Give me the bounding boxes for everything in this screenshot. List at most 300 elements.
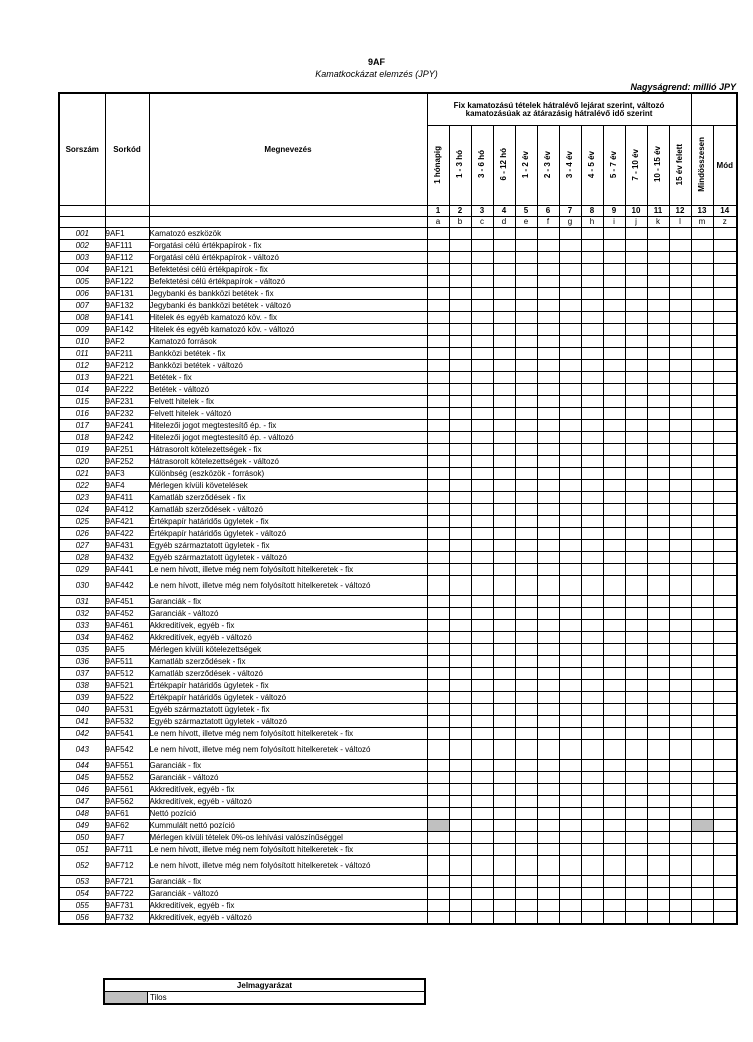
value-cell[interactable]: [669, 492, 691, 504]
value-cell[interactable]: [471, 784, 493, 796]
value-cell[interactable]: [581, 288, 603, 300]
value-cell[interactable]: [669, 384, 691, 396]
value-cell[interactable]: [471, 876, 493, 888]
value-cell[interactable]: [691, 692, 713, 704]
value-cell[interactable]: [559, 820, 581, 832]
value-cell[interactable]: [471, 856, 493, 876]
value-cell[interactable]: [493, 796, 515, 808]
value-cell[interactable]: [625, 336, 647, 348]
value-cell[interactable]: [581, 644, 603, 656]
value-cell[interactable]: [625, 608, 647, 620]
value-cell[interactable]: [603, 300, 625, 312]
value-cell[interactable]: [691, 912, 713, 925]
value-cell[interactable]: [669, 596, 691, 608]
value-cell[interactable]: [427, 808, 449, 820]
value-cell[interactable]: [603, 808, 625, 820]
value-cell[interactable]: [647, 408, 669, 420]
value-cell[interactable]: [691, 276, 713, 288]
value-cell[interactable]: [691, 264, 713, 276]
value-cell[interactable]: [713, 432, 737, 444]
value-cell[interactable]: [559, 312, 581, 324]
value-cell[interactable]: [427, 876, 449, 888]
value-cell[interactable]: [515, 456, 537, 468]
value-cell[interactable]: [603, 704, 625, 716]
value-cell[interactable]: [647, 336, 669, 348]
value-cell[interactable]: [691, 888, 713, 900]
value-cell[interactable]: [449, 644, 471, 656]
value-cell[interactable]: [449, 564, 471, 576]
value-cell[interactable]: [471, 264, 493, 276]
value-cell[interactable]: [713, 796, 737, 808]
value-cell[interactable]: [581, 760, 603, 772]
value-cell[interactable]: [515, 740, 537, 760]
value-cell[interactable]: [713, 288, 737, 300]
value-cell[interactable]: [471, 528, 493, 540]
value-cell[interactable]: [691, 680, 713, 692]
value-cell[interactable]: [559, 888, 581, 900]
value-cell[interactable]: [647, 372, 669, 384]
value-cell[interactable]: [603, 784, 625, 796]
value-cell[interactable]: [691, 596, 713, 608]
value-cell[interactable]: [647, 704, 669, 716]
value-cell[interactable]: [493, 432, 515, 444]
value-cell[interactable]: [625, 504, 647, 516]
value-cell[interactable]: [537, 300, 559, 312]
value-cell[interactable]: [427, 832, 449, 844]
value-cell[interactable]: [669, 552, 691, 564]
value-cell[interactable]: [625, 264, 647, 276]
value-cell[interactable]: [427, 856, 449, 876]
value-cell[interactable]: [449, 264, 471, 276]
value-cell[interactable]: [691, 300, 713, 312]
value-cell[interactable]: [471, 552, 493, 564]
value-cell[interactable]: [603, 228, 625, 240]
value-cell[interactable]: [713, 492, 737, 504]
value-cell[interactable]: [625, 276, 647, 288]
value-cell[interactable]: [471, 668, 493, 680]
value-cell[interactable]: [691, 312, 713, 324]
value-cell[interactable]: [559, 656, 581, 668]
value-cell[interactable]: [691, 772, 713, 784]
value-cell[interactable]: [713, 900, 737, 912]
value-cell[interactable]: [449, 300, 471, 312]
value-cell[interactable]: [449, 596, 471, 608]
value-cell[interactable]: [647, 844, 669, 856]
value-cell[interactable]: [559, 492, 581, 504]
value-cell[interactable]: [449, 740, 471, 760]
value-cell[interactable]: [669, 704, 691, 716]
value-cell[interactable]: [449, 312, 471, 324]
value-cell[interactable]: [691, 808, 713, 820]
value-cell[interactable]: [647, 620, 669, 632]
value-cell[interactable]: [603, 540, 625, 552]
value-cell[interactable]: [427, 528, 449, 540]
value-cell[interactable]: [493, 396, 515, 408]
value-cell[interactable]: [581, 480, 603, 492]
value-cell[interactable]: [625, 300, 647, 312]
value-cell[interactable]: [581, 252, 603, 264]
value-cell[interactable]: [669, 408, 691, 420]
value-cell[interactable]: [647, 300, 669, 312]
value-cell[interactable]: [625, 576, 647, 596]
value-cell[interactable]: [647, 276, 669, 288]
value-cell[interactable]: [691, 540, 713, 552]
value-cell[interactable]: [515, 760, 537, 772]
value-cell[interactable]: [581, 888, 603, 900]
value-cell[interactable]: [669, 900, 691, 912]
value-cell[interactable]: [493, 760, 515, 772]
value-cell[interactable]: [515, 384, 537, 396]
value-cell[interactable]: [427, 432, 449, 444]
value-cell[interactable]: [427, 264, 449, 276]
value-cell[interactable]: [537, 432, 559, 444]
value-cell[interactable]: [559, 772, 581, 784]
value-cell[interactable]: [493, 784, 515, 796]
value-cell[interactable]: [669, 888, 691, 900]
value-cell[interactable]: [559, 620, 581, 632]
value-cell[interactable]: [669, 300, 691, 312]
value-cell[interactable]: [515, 832, 537, 844]
value-cell[interactable]: [559, 420, 581, 432]
value-cell[interactable]: [515, 264, 537, 276]
value-cell[interactable]: [713, 480, 737, 492]
value-cell[interactable]: [471, 704, 493, 716]
value-cell[interactable]: [537, 456, 559, 468]
value-cell[interactable]: [669, 564, 691, 576]
value-cell[interactable]: [647, 420, 669, 432]
value-cell[interactable]: [581, 468, 603, 480]
value-cell[interactable]: [471, 900, 493, 912]
value-cell[interactable]: [581, 772, 603, 784]
value-cell[interactable]: [713, 516, 737, 528]
value-cell[interactable]: [559, 876, 581, 888]
value-cell[interactable]: [625, 596, 647, 608]
value-cell[interactable]: [471, 468, 493, 480]
value-cell[interactable]: [603, 796, 625, 808]
value-cell[interactable]: [515, 288, 537, 300]
value-cell[interactable]: [493, 740, 515, 760]
value-cell[interactable]: [515, 888, 537, 900]
value-cell[interactable]: [537, 856, 559, 876]
value-cell[interactable]: [493, 516, 515, 528]
value-cell[interactable]: [581, 784, 603, 796]
value-cell[interactable]: [515, 716, 537, 728]
value-cell[interactable]: [669, 632, 691, 644]
value-cell[interactable]: [493, 288, 515, 300]
value-cell[interactable]: [427, 716, 449, 728]
value-cell[interactable]: [625, 492, 647, 504]
value-cell[interactable]: [493, 680, 515, 692]
value-cell[interactable]: [603, 396, 625, 408]
value-cell[interactable]: [449, 632, 471, 644]
value-cell[interactable]: [493, 360, 515, 372]
value-cell[interactable]: [647, 312, 669, 324]
value-cell[interactable]: [669, 276, 691, 288]
value-cell[interactable]: [669, 480, 691, 492]
value-cell[interactable]: [537, 668, 559, 680]
value-cell[interactable]: [625, 632, 647, 644]
value-cell[interactable]: [691, 432, 713, 444]
value-cell[interactable]: [427, 760, 449, 772]
value-cell[interactable]: [449, 336, 471, 348]
value-cell[interactable]: [427, 468, 449, 480]
value-cell[interactable]: [471, 360, 493, 372]
value-cell[interactable]: [625, 312, 647, 324]
value-cell[interactable]: [581, 564, 603, 576]
value-cell[interactable]: [625, 760, 647, 772]
value-cell[interactable]: [691, 468, 713, 480]
value-cell[interactable]: [493, 252, 515, 264]
value-cell[interactable]: [669, 692, 691, 704]
value-cell[interactable]: [449, 528, 471, 540]
value-cell[interactable]: [691, 760, 713, 772]
value-cell[interactable]: [493, 656, 515, 668]
value-cell[interactable]: [515, 900, 537, 912]
value-cell[interactable]: [581, 912, 603, 925]
value-cell[interactable]: [669, 432, 691, 444]
value-cell[interactable]: [471, 480, 493, 492]
value-cell[interactable]: [581, 528, 603, 540]
value-cell[interactable]: [647, 832, 669, 844]
value-cell[interactable]: [691, 728, 713, 740]
value-cell[interactable]: [625, 728, 647, 740]
value-cell[interactable]: [427, 396, 449, 408]
value-cell[interactable]: [603, 740, 625, 760]
value-cell[interactable]: [427, 420, 449, 432]
value-cell[interactable]: [603, 680, 625, 692]
value-cell[interactable]: [603, 576, 625, 596]
value-cell[interactable]: [713, 844, 737, 856]
value-cell[interactable]: [713, 692, 737, 704]
value-cell[interactable]: [647, 324, 669, 336]
value-cell[interactable]: [603, 844, 625, 856]
value-cell[interactable]: [427, 456, 449, 468]
value-cell[interactable]: [713, 784, 737, 796]
value-cell[interactable]: [537, 888, 559, 900]
value-cell[interactable]: [559, 444, 581, 456]
value-cell[interactable]: [647, 468, 669, 480]
value-cell[interactable]: [559, 728, 581, 740]
value-cell[interactable]: [559, 468, 581, 480]
value-cell[interactable]: [625, 396, 647, 408]
value-cell[interactable]: [691, 820, 713, 832]
value-cell[interactable]: [471, 504, 493, 516]
value-cell[interactable]: [647, 820, 669, 832]
value-cell[interactable]: [691, 444, 713, 456]
value-cell[interactable]: [559, 844, 581, 856]
value-cell[interactable]: [537, 372, 559, 384]
value-cell[interactable]: [537, 540, 559, 552]
value-cell[interactable]: [691, 252, 713, 264]
value-cell[interactable]: [559, 360, 581, 372]
value-cell[interactable]: [603, 444, 625, 456]
value-cell[interactable]: [493, 528, 515, 540]
value-cell[interactable]: [691, 420, 713, 432]
value-cell[interactable]: [471, 632, 493, 644]
value-cell[interactable]: [713, 384, 737, 396]
value-cell[interactable]: [559, 608, 581, 620]
value-cell[interactable]: [515, 408, 537, 420]
value-cell[interactable]: [581, 444, 603, 456]
value-cell[interactable]: [493, 808, 515, 820]
value-cell[interactable]: [647, 608, 669, 620]
value-cell[interactable]: [713, 264, 737, 276]
value-cell[interactable]: [493, 632, 515, 644]
value-cell[interactable]: [537, 876, 559, 888]
value-cell[interactable]: [559, 740, 581, 760]
value-cell[interactable]: [691, 516, 713, 528]
value-cell[interactable]: [669, 264, 691, 276]
value-cell[interactable]: [515, 856, 537, 876]
value-cell[interactable]: [471, 564, 493, 576]
value-cell[interactable]: [537, 552, 559, 564]
value-cell[interactable]: [581, 680, 603, 692]
value-cell[interactable]: [603, 832, 625, 844]
value-cell[interactable]: [669, 540, 691, 552]
value-cell[interactable]: [449, 832, 471, 844]
value-cell[interactable]: [515, 396, 537, 408]
value-cell[interactable]: [713, 444, 737, 456]
value-cell[interactable]: [515, 680, 537, 692]
value-cell[interactable]: [559, 912, 581, 925]
value-cell[interactable]: [471, 888, 493, 900]
value-cell[interactable]: [625, 420, 647, 432]
value-cell[interactable]: [669, 576, 691, 596]
value-cell[interactable]: [581, 876, 603, 888]
value-cell[interactable]: [581, 312, 603, 324]
value-cell[interactable]: [713, 552, 737, 564]
value-cell[interactable]: [471, 656, 493, 668]
value-cell[interactable]: [515, 644, 537, 656]
value-cell[interactable]: [669, 312, 691, 324]
value-cell[interactable]: [647, 552, 669, 564]
value-cell[interactable]: [537, 228, 559, 240]
value-cell[interactable]: [427, 516, 449, 528]
value-cell[interactable]: [647, 396, 669, 408]
value-cell[interactable]: [515, 876, 537, 888]
value-cell[interactable]: [449, 692, 471, 704]
value-cell[interactable]: [669, 396, 691, 408]
value-cell[interactable]: [603, 668, 625, 680]
value-cell[interactable]: [647, 576, 669, 596]
value-cell[interactable]: [537, 740, 559, 760]
value-cell[interactable]: [559, 856, 581, 876]
value-cell[interactable]: [427, 644, 449, 656]
value-cell[interactable]: [581, 716, 603, 728]
value-cell[interactable]: [559, 516, 581, 528]
value-cell[interactable]: [515, 480, 537, 492]
value-cell[interactable]: [625, 680, 647, 692]
value-cell[interactable]: [691, 408, 713, 420]
value-cell[interactable]: [713, 468, 737, 480]
value-cell[interactable]: [427, 668, 449, 680]
value-cell[interactable]: [625, 656, 647, 668]
value-cell[interactable]: [537, 312, 559, 324]
value-cell[interactable]: [427, 288, 449, 300]
value-cell[interactable]: [449, 888, 471, 900]
value-cell[interactable]: [713, 300, 737, 312]
value-cell[interactable]: [603, 384, 625, 396]
value-cell[interactable]: [537, 644, 559, 656]
value-cell[interactable]: [537, 912, 559, 925]
value-cell[interactable]: [537, 796, 559, 808]
value-cell[interactable]: [603, 552, 625, 564]
value-cell[interactable]: [691, 832, 713, 844]
value-cell[interactable]: [449, 540, 471, 552]
value-cell[interactable]: [537, 680, 559, 692]
value-cell[interactable]: [515, 276, 537, 288]
value-cell[interactable]: [427, 632, 449, 644]
value-cell[interactable]: [537, 596, 559, 608]
value-cell[interactable]: [625, 468, 647, 480]
value-cell[interactable]: [581, 704, 603, 716]
value-cell[interactable]: [625, 252, 647, 264]
value-cell[interactable]: [625, 808, 647, 820]
value-cell[interactable]: [581, 336, 603, 348]
value-cell[interactable]: [581, 656, 603, 668]
value-cell[interactable]: [427, 912, 449, 925]
value-cell[interactable]: [669, 288, 691, 300]
value-cell[interactable]: [691, 668, 713, 680]
value-cell[interactable]: [427, 276, 449, 288]
value-cell[interactable]: [515, 772, 537, 784]
value-cell[interactable]: [603, 432, 625, 444]
value-cell[interactable]: [493, 276, 515, 288]
value-cell[interactable]: [449, 372, 471, 384]
value-cell[interactable]: [515, 692, 537, 704]
value-cell[interactable]: [669, 760, 691, 772]
value-cell[interactable]: [515, 704, 537, 716]
value-cell[interactable]: [449, 716, 471, 728]
value-cell[interactable]: [559, 372, 581, 384]
value-cell[interactable]: [471, 576, 493, 596]
value-cell[interactable]: [603, 900, 625, 912]
value-cell[interactable]: [537, 820, 559, 832]
value-cell[interactable]: [625, 900, 647, 912]
value-cell[interactable]: [581, 276, 603, 288]
value-cell[interactable]: [581, 540, 603, 552]
value-cell[interactable]: [603, 620, 625, 632]
value-cell[interactable]: [625, 228, 647, 240]
value-cell[interactable]: [647, 912, 669, 925]
value-cell[interactable]: [493, 704, 515, 716]
value-cell[interactable]: [471, 312, 493, 324]
value-cell[interactable]: [713, 808, 737, 820]
value-cell[interactable]: [603, 372, 625, 384]
value-cell[interactable]: [515, 728, 537, 740]
value-cell[interactable]: [581, 728, 603, 740]
value-cell[interactable]: [603, 492, 625, 504]
value-cell[interactable]: [449, 680, 471, 692]
value-cell[interactable]: [559, 480, 581, 492]
value-cell[interactable]: [493, 492, 515, 504]
value-cell[interactable]: [559, 784, 581, 796]
value-cell[interactable]: [471, 608, 493, 620]
value-cell[interactable]: [449, 456, 471, 468]
value-cell[interactable]: [581, 360, 603, 372]
value-cell[interactable]: [537, 504, 559, 516]
value-cell[interactable]: [713, 876, 737, 888]
value-cell[interactable]: [647, 784, 669, 796]
value-cell[interactable]: [559, 644, 581, 656]
value-cell[interactable]: [559, 564, 581, 576]
value-cell[interactable]: [713, 360, 737, 372]
value-cell[interactable]: [581, 408, 603, 420]
value-cell[interactable]: [669, 528, 691, 540]
value-cell[interactable]: [559, 288, 581, 300]
value-cell[interactable]: [647, 760, 669, 772]
value-cell[interactable]: [603, 820, 625, 832]
